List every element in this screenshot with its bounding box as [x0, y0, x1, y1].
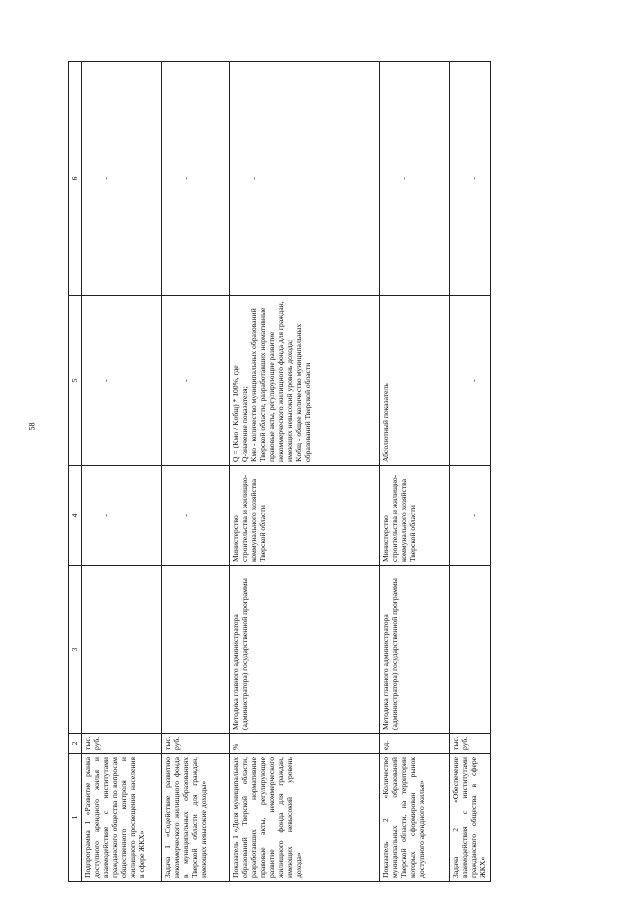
- cell-dash: -: [181, 177, 190, 180]
- cell-method: [82, 566, 162, 734]
- cell-method: Методика главного администратора (администратора) государственной программы: [380, 566, 450, 734]
- cell-dash: -: [469, 514, 478, 517]
- cell-dash: -: [101, 514, 110, 517]
- cell-responsible: [162, 466, 230, 566]
- cell-name: Подпрограмма 1 «Развитие рынка доступного арендного жилья и взаимодействие с институтами гражданского общества по вопросам общественного контроля и жилищного просвещения населения в сфере ЖКХ»: [82, 754, 162, 882]
- table-row: [82, 62, 162, 882]
- cell-responsible: [450, 466, 491, 566]
- cell-method: [450, 566, 491, 734]
- cell-dash: -: [469, 379, 478, 382]
- indicators-table: [68, 61, 491, 882]
- table-header-row: [69, 62, 82, 882]
- cell-responsible: Министерство строительства и жилищно-коммунального хозяйства Тверской области: [230, 466, 380, 566]
- header-col-6: 6: [69, 62, 82, 296]
- page-number: 58: [27, 422, 37, 431]
- header-col-1: 1: [69, 754, 82, 882]
- cell-unit: тыс. руб.: [450, 734, 491, 754]
- cell-name: Задача 2 «Обеспечение взаимодействия с институтами гражданского общества в сфере ЖКХ»: [450, 754, 491, 882]
- cell-formula: [82, 296, 162, 466]
- header-col-4: 4: [69, 466, 82, 566]
- cell-dash: -: [249, 177, 258, 180]
- cell-unit: %: [230, 734, 380, 754]
- cell-dash: -: [101, 379, 110, 382]
- header-col-5: 5: [69, 296, 82, 466]
- table-row: [380, 62, 450, 882]
- cell-responsible: Министерство строительства и жилищно-коммунального хозяйства Тверской области: [380, 466, 450, 566]
- cell-name: Задача 1 «Содействие развитию некоммерческого жилищного фонда в муниципальных образованиях Тверской области для граждан, имеющих невысокие доходы»: [162, 754, 230, 882]
- cell-notes: [82, 62, 162, 296]
- cell-notes: [162, 62, 230, 296]
- table-row: [162, 62, 230, 882]
- header-col-2: 2: [69, 734, 82, 754]
- cell-notes: [450, 62, 491, 296]
- header-col-3: 3: [69, 566, 82, 734]
- cell-dash: -: [101, 177, 110, 180]
- rotated-table-container: [68, 62, 487, 882]
- cell-notes: [380, 62, 450, 296]
- cell-formula: Q = (Kмо / Kобщ) * 100%, где Q-значение показателя; Kмо - количество муниципальных образований Тверской области, разработавших нормативные правовые акты, регулирующие развитие некоммерческого жилищного фонда для граждан, имеющих невысокий уровень дохода; Kобщ - общее количество муниципальных образований Тверской области: [230, 296, 380, 466]
- cell-formula: [162, 296, 230, 466]
- table-row: [450, 62, 491, 882]
- cell-formula: [450, 296, 491, 466]
- cell-responsible: [82, 466, 162, 566]
- table-row: [230, 62, 380, 882]
- cell-notes: [230, 62, 380, 296]
- cell-unit: ед.: [380, 734, 450, 754]
- cell-dash: -: [469, 177, 478, 180]
- cell-name: Показатель 1 «Доля муниципальных образований Тверской области, разработавших нормативные правовые акты, регулирующие развитие некоммерческого жилищного фонда для граждан, имеющих невысокий уровень дохода»: [230, 754, 380, 882]
- cell-method: [162, 566, 230, 734]
- cell-dash: -: [181, 514, 190, 517]
- cell-formula: Абсолютный показатель: [380, 296, 450, 466]
- cell-unit: тыс. руб.: [162, 734, 230, 754]
- cell-dash: -: [181, 379, 190, 382]
- cell-name: Показатель 2 «Количество муниципальных образований Тверской области, на территории которых сформирован рынок доступного арендного жилья»: [380, 754, 450, 882]
- cell-dash: -: [399, 177, 408, 180]
- cell-unit: тыс. руб.: [82, 734, 162, 754]
- cell-method: Методика главного администратора (администратора) государственной программы: [230, 566, 380, 734]
